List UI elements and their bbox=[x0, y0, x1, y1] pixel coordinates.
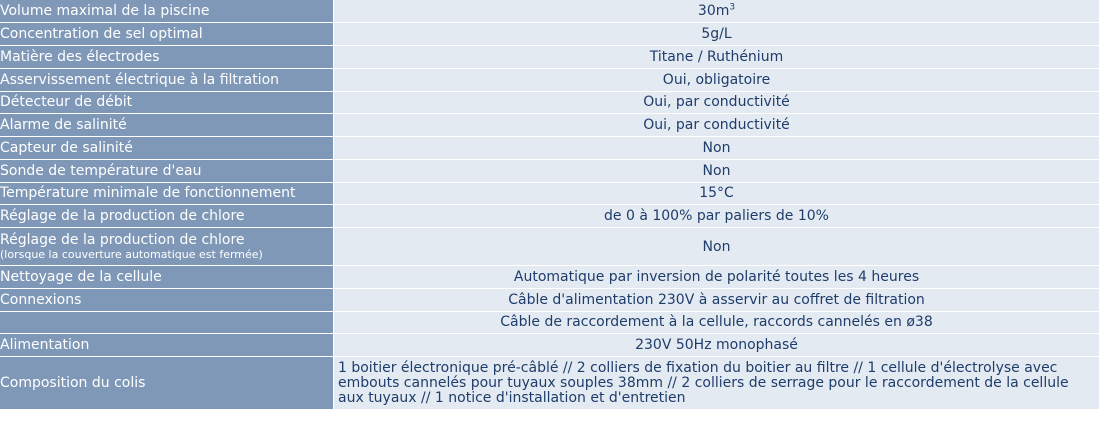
row-label: Sonde de température d'eau bbox=[0, 159, 334, 182]
row-value-superscript: 3 bbox=[729, 2, 736, 13]
table-row bbox=[0, 334, 1099, 357]
table-row bbox=[0, 91, 1099, 114]
row-value: Non bbox=[334, 137, 1099, 160]
row-value: 230V 50Hz monophasé bbox=[334, 334, 1099, 357]
table-row bbox=[0, 137, 1099, 160]
row-label-main: Réglage de la production de chlore bbox=[0, 232, 245, 248]
row-label: Réglage de la production de chlore bbox=[0, 205, 334, 228]
row-label bbox=[0, 311, 334, 334]
row-value: Oui, par conductivité bbox=[334, 91, 1099, 114]
row-label: Détecteur de débit bbox=[0, 91, 334, 114]
table-row bbox=[0, 182, 1099, 205]
table-row bbox=[0, 288, 1099, 311]
row-value: Oui, obligatoire bbox=[334, 68, 1099, 91]
table-row bbox=[0, 159, 1099, 182]
row-label: Température minimale de fonctionnement bbox=[0, 182, 334, 205]
row-value: Non bbox=[334, 159, 1099, 182]
row-value: de 0 à 100% par paliers de 10% bbox=[334, 205, 1099, 228]
row-label: Nettoyage de la cellule bbox=[0, 266, 334, 289]
row-value: Titane / Ruthénium bbox=[334, 46, 1099, 69]
row-label: Asservissement électrique à la filtration bbox=[0, 68, 334, 91]
table-row bbox=[0, 357, 1099, 410]
table-row bbox=[0, 46, 1099, 69]
row-value: Automatique par inversion de polarité toutes les 4 heures bbox=[334, 266, 1099, 289]
row-label: Composition du colis bbox=[0, 357, 334, 410]
row-value bbox=[334, 0, 1099, 23]
table-row bbox=[0, 228, 1099, 266]
row-value: Non bbox=[334, 228, 1099, 266]
table-row bbox=[0, 266, 1099, 289]
row-value: 1 boitier électronique pré-câblé // 2 colliers de fixation du boitier au filtre // 1 cellule d'électrolyse avec embouts cannelés pour tuyaux souples 38mm // 2 colliers de serrage pour le raccordement de la cellule aux tuyaux // 1 notice d'installation et d'entretien bbox=[334, 357, 1099, 410]
row-label-note: (lorsque la couverture automatique est fermée) bbox=[0, 248, 263, 261]
row-label: Volume maximal de la piscine bbox=[0, 0, 334, 23]
table-row bbox=[0, 23, 1099, 46]
table-row bbox=[0, 311, 1099, 334]
row-label: Connexions bbox=[0, 288, 334, 311]
row-label: Concentration de sel optimal bbox=[0, 23, 334, 46]
row-label: Capteur de salinité bbox=[0, 137, 334, 160]
table-row bbox=[0, 68, 1099, 91]
row-label: Alimentation bbox=[0, 334, 334, 357]
row-value: Oui, par conductivité bbox=[334, 114, 1099, 137]
table-row bbox=[0, 205, 1099, 228]
row-label: Alarme de salinité bbox=[0, 114, 334, 137]
row-value: 15°C bbox=[334, 182, 1099, 205]
row-value-text: 30m bbox=[697, 3, 730, 20]
row-value: 5g/L bbox=[334, 23, 1099, 46]
row-label: Matière des électrodes bbox=[0, 46, 334, 69]
row-value: Câble de raccordement à la cellule, raccords cannelés en ø38 bbox=[334, 311, 1099, 334]
table-row bbox=[0, 114, 1099, 137]
row-value: Câble d'alimentation 230V à asservir au coffret de filtration bbox=[334, 288, 1099, 311]
row-label bbox=[0, 228, 334, 266]
table-row bbox=[0, 0, 1099, 23]
